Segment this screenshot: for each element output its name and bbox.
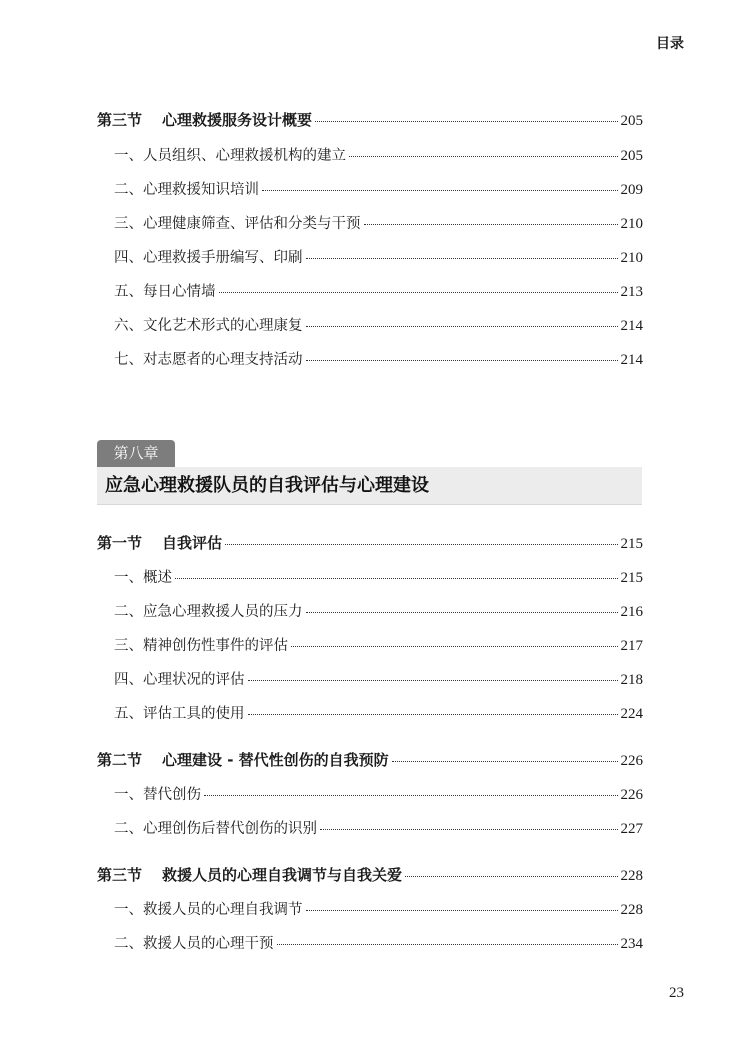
toc-page-number: 210 [620,250,643,266]
toc-page-number: 234 [620,936,643,952]
section-title: 心理救援服务设计概要 [162,111,313,129]
toc-entry-title: 一、救援人员的心理自我调节 [114,902,303,918]
dot-leader [320,828,618,830]
dot-leader [262,189,618,191]
dot-leader [306,359,618,361]
dot-leader [219,291,618,293]
toc-page-number: 216 [620,604,643,620]
dot-leader [349,155,618,157]
toc-section-entry[interactable] [97,109,643,130]
dot-leader [248,713,618,715]
toc-entry-title: 四、心理救援手册编写、印刷 [114,250,303,266]
toc-entry[interactable] [114,178,643,199]
toc-entry[interactable] [114,246,643,267]
toc-page-number: 215 [620,536,643,552]
toc-entry[interactable] [114,702,643,723]
toc-page-number: 205 [620,148,643,164]
toc-entry[interactable] [114,898,643,919]
dot-leader [306,909,618,911]
dot-leader [405,875,617,877]
toc-page-number: 214 [620,318,643,334]
dot-leader [392,760,618,762]
chapter-title-bar [97,467,642,505]
toc-section-label [97,109,312,130]
toc-entry[interactable] [114,634,643,655]
toc-entry-title: 三、精神创伤性事件的评估 [114,638,288,654]
toc-section-label [97,532,222,553]
toc-page-number: 227 [620,821,643,837]
toc-page-number: 215 [620,570,643,586]
toc-section-label [97,864,402,885]
section-number: 第一节 [97,534,143,552]
dot-leader [306,325,618,327]
toc-page-number: 228 [620,868,643,884]
toc-entry-title: 五、评估工具的使用 [114,706,245,722]
toc-entry[interactable] [114,348,643,369]
dot-leader [277,943,618,945]
toc-entry[interactable] [114,566,643,587]
toc-page-number: 205 [620,113,643,129]
toc-page-number: 217 [620,638,643,654]
toc-entry-title: 六、文化艺术形式的心理康复 [114,318,303,334]
toc-entry[interactable] [114,817,643,838]
toc-entry[interactable] [114,144,643,165]
toc-entry[interactable] [114,600,643,621]
toc-page-number: 213 [620,284,643,300]
page-number: 23 [669,985,684,1001]
dot-leader [306,611,618,613]
section-title: 自我评估 [162,534,223,552]
toc-entry[interactable] [114,212,643,233]
toc-section-label [97,749,389,770]
toc-entry[interactable] [114,280,643,301]
toc-entry-title: 七、对志愿者的心理支持活动 [114,352,303,368]
toc-entry[interactable] [114,668,643,689]
toc-entry-title: 二、心理创伤后替代创伤的识别 [114,821,317,837]
toc-entry-title: 一、概述 [114,570,172,586]
section-title: 心理建设 - 替代性创伤的自我预防 [162,751,389,769]
section-title: 救援人员的心理自我调节与自我关爱 [162,866,403,884]
toc-entry[interactable] [114,932,643,953]
toc-page-number: 226 [620,787,643,803]
toc-section-entry[interactable] [97,749,643,770]
toc-entry-title: 一、人员组织、心理救援机构的建立 [114,148,346,164]
dot-leader [291,645,618,647]
dot-leader [306,257,618,259]
toc-page-number: 209 [620,182,643,198]
toc-page-number: 228 [620,902,643,918]
chapter-number-tag: 第八章 [97,440,175,467]
dot-leader [364,223,618,225]
dot-leader [315,120,617,122]
toc-page-number: 210 [620,216,643,232]
toc-entry-title: 五、每日心情墙 [114,284,216,300]
toc-entry[interactable] [114,314,643,335]
dot-leader [248,679,618,681]
toc-entry-title: 一、替代创伤 [114,787,201,803]
dot-leader [175,577,618,579]
toc-page-number: 224 [620,706,643,722]
dot-leader [225,543,617,545]
toc-page-number: 218 [620,672,643,688]
toc-entry-title: 二、心理救援知识培训 [114,182,259,198]
toc-entry[interactable] [114,783,643,804]
toc-section-entry[interactable] [97,532,643,553]
toc-entry-title: 三、心理健康筛查、评估和分类与干预 [114,216,361,232]
toc-entry-title: 二、应急心理救援人员的压力 [114,604,303,620]
chapter-title: 应急心理救援队员的自我评估与心理建设 [105,475,429,496]
toc-page-number: 226 [620,753,643,769]
section-number: 第三节 [97,866,143,884]
running-header-title: 目录 [656,36,684,52]
dot-leader [204,794,618,796]
toc-entry-title: 四、心理状况的评估 [114,672,245,688]
toc-section-entry[interactable] [97,864,643,885]
section-number: 第三节 [97,111,143,129]
toc-page-number: 214 [620,352,643,368]
section-number: 第二节 [97,751,143,769]
toc-entry-title: 二、救援人员的心理干预 [114,936,274,952]
